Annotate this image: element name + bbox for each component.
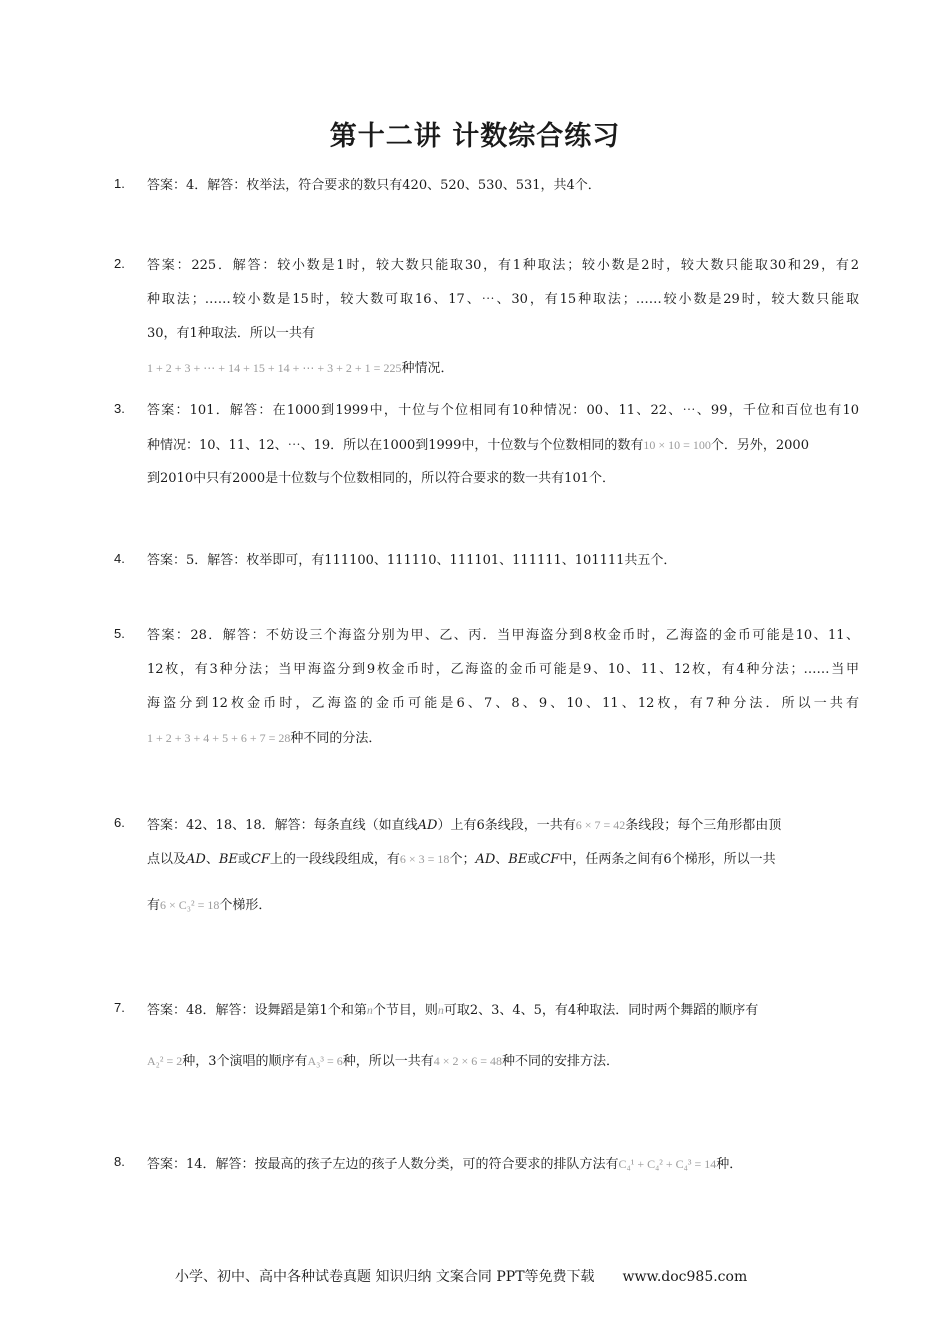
item-number: 8. xyxy=(114,1154,125,1169)
item-line: 12枚，有3种分法；当甲海盗分到9枚金币时，乙海盗的金币可能是9、10、11、12枚，有4种分法；……当甲 xyxy=(147,662,859,677)
page-title: 第十二讲 计数综合练习 xyxy=(329,121,621,152)
math-formula: A₂² = 2 xyxy=(147,1054,183,1068)
item-line xyxy=(147,849,859,883)
item-text: ）上有6条线段，一共有 xyxy=(437,818,576,833)
item-text: 种不同的分法． xyxy=(290,731,382,746)
math-formula: 6 × 3 = 18 xyxy=(399,852,450,866)
item-line xyxy=(147,1051,859,1085)
item-line xyxy=(147,435,859,469)
item-line xyxy=(147,1000,859,1034)
math-formula: 4 × 2 × 6 = 48 xyxy=(433,1054,503,1068)
item-line xyxy=(147,358,859,392)
item-line: 答案：28．解答：不妨设三个海盗分别为甲、乙、丙．当甲海盗分到8枚金币时，乙海盗的金币可能是10、11、 xyxy=(147,628,859,643)
item-line: 30，有1种取法．所以一共有 xyxy=(147,326,315,341)
item-text: 种情况：10、11、12、⋯、19．所以在1000到1999中，十位数与个位数相同的数有 xyxy=(147,438,644,453)
item-line xyxy=(147,1154,859,1188)
item-text: 种情况． xyxy=(401,361,454,376)
item-text: 可取2、3、4、5，有4种取法．同时两个舞蹈的顺序有 xyxy=(443,1003,759,1018)
item-line xyxy=(147,815,859,849)
item-number: 2. xyxy=(114,256,125,271)
item-line: 种取法；……较小数是15时，较大数可取16、17、⋯、30，有15种取法；……较小数是29时，较大数只能取 xyxy=(147,292,859,307)
item-text: AD xyxy=(186,852,206,867)
item-text: 种不同的安排方法． xyxy=(502,1054,620,1069)
page-footer xyxy=(175,1266,747,1286)
item-text: 、 xyxy=(205,852,219,867)
math-formula: 1 + 2 + 3 + ⋯ + 14 + 15 + 14 + ⋯ + 3 + 2 + 1 = 225 xyxy=(147,361,402,375)
footer-link[interactable]: www.doc985.com xyxy=(622,1269,748,1285)
math-formula: 6 × 7 = 42 xyxy=(575,818,626,832)
item-text: 答案：48．解答：设舞蹈是第1个和第 xyxy=(147,1003,367,1018)
item-line: 到2010中只有2000是十位数与个位数相同的，所以符合要求的数一共有101个． xyxy=(147,471,615,486)
item-number: 4. xyxy=(114,551,125,566)
item-text: 个梯形． xyxy=(219,898,272,913)
item-text: 或 xyxy=(237,852,251,867)
item-text: 点以及 xyxy=(147,852,187,867)
item-text: 、 xyxy=(495,852,509,867)
item-text: 个； xyxy=(449,852,476,867)
item-text: 答案：42、18、18．解答：每条直线（如直线 xyxy=(147,818,418,833)
item-number: 3. xyxy=(114,401,125,416)
item-text: 上的一段线段组成，有 xyxy=(269,852,400,867)
item-text: AD xyxy=(417,818,438,833)
item-text: 有 xyxy=(147,898,161,913)
math-formula: n xyxy=(437,1003,444,1017)
item-text: 答案：14．解答：按最高的孩子左边的孩子人数分类，可的符合要求的排队方法有 xyxy=(147,1157,619,1172)
math-formula: A₃³ = 6 xyxy=(307,1054,343,1068)
footer-text: 小学、初中、高中各种试卷真题 知识归纳 文案合同 PPT等免费下载 xyxy=(175,1269,595,1285)
item-line: 答案：4．解答：枚举法，符合要求的数只有420、520、530、531，共4个． xyxy=(147,178,601,193)
item-text: CF xyxy=(250,852,270,867)
math-formula: 1 + 2 + 3 + 4 + 5 + 6 + 7 = 28 xyxy=(147,731,291,745)
item-line xyxy=(147,895,859,929)
item-line: 答案：225．解答：较小数是1时，较大数只能取30，有1种取法；较小数是2时，较大数只能取30和29，有2 xyxy=(147,258,859,273)
item-text: AD xyxy=(475,852,496,867)
item-text: 种，所以一共有 xyxy=(342,1054,434,1069)
item-number: 5. xyxy=(114,626,125,641)
math-formula: n xyxy=(366,1003,373,1017)
math-formula: 10 × 10 = 100 xyxy=(643,438,711,452)
item-text: 或 xyxy=(527,852,541,867)
item-line: 海盗分到12枚金币时，乙海盗的金币可能是6、7、8、9、10、11、12枚，有7种分法．所以一共有 xyxy=(147,696,859,711)
item-text: 中，任两条之间有6个梯形，所以一共 xyxy=(559,852,776,867)
item-text: BE xyxy=(508,852,528,867)
item-text: 个．另外，2000 xyxy=(710,438,809,453)
item-text: CF xyxy=(540,852,560,867)
item-line xyxy=(147,728,859,762)
item-number: 1. xyxy=(114,176,125,191)
item-text: BE xyxy=(218,852,238,867)
math-formula: 6 × C₃² = 18 xyxy=(160,898,220,912)
item-text: 种，3个演唱的顺序有 xyxy=(182,1054,308,1069)
item-text: 种． xyxy=(716,1157,743,1172)
item-number: 6. xyxy=(114,815,125,830)
item-text: 条线段；每个三角形都由顶 xyxy=(625,818,782,833)
item-number: 7. xyxy=(114,1000,125,1015)
item-text: 个节目，则 xyxy=(372,1003,438,1018)
item-line: 答案：5．解答：枚举即可，有111100、111110、111101、111111、101111共五个． xyxy=(147,553,677,568)
math-formula: C₄¹ + C₄² + C₄³ = 14 xyxy=(618,1157,717,1171)
item-line: 答案：101．解答：在1000到1999中，十位与个位相同有10种情况：00、11、22、⋯、99，千位和百位也有10 xyxy=(147,403,859,418)
